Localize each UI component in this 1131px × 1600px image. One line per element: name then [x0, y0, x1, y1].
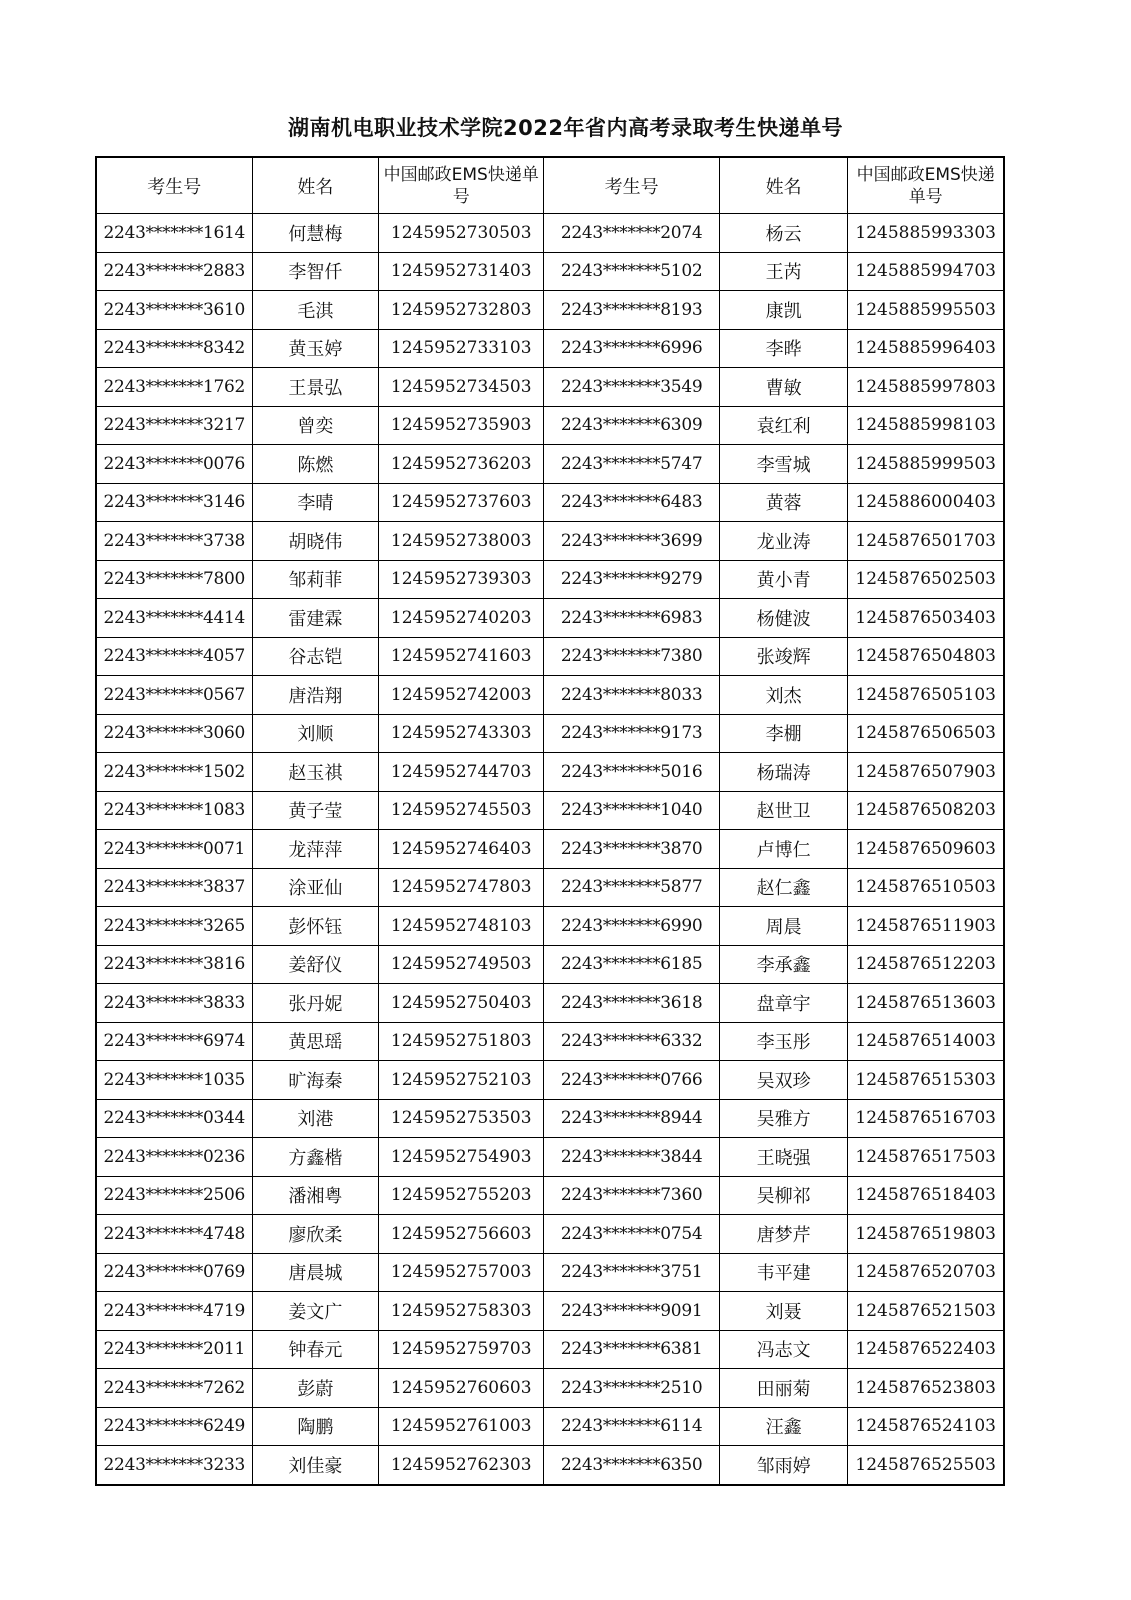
student-id-cell: 2243*******3837	[96, 868, 252, 907]
student-id-cell: 2243*******3549	[544, 368, 719, 407]
name-cell: 涂亚仙	[252, 868, 379, 907]
name-cell: 康凯	[719, 291, 848, 330]
ems-number-cell: 1245876505103	[848, 676, 1004, 715]
table-row	[96, 907, 1004, 946]
table-row	[96, 791, 1004, 830]
student-id-cell: 2243*******6185	[544, 945, 719, 984]
ems-number-cell: 1245876522403	[848, 1330, 1004, 1369]
student-id-cell: 2243*******3217	[96, 406, 252, 445]
name-cell: 冯志文	[719, 1330, 848, 1369]
student-id-cell: 2243*******1502	[96, 753, 252, 792]
ems-number-cell: 1245886000403	[848, 483, 1004, 522]
student-id-cell: 2243*******8944	[544, 1099, 719, 1138]
name-cell: 卢博仁	[719, 830, 848, 869]
student-id-cell: 2243*******2506	[96, 1176, 252, 1215]
name-cell: 姜舒仪	[252, 945, 379, 984]
name-cell: 方鑫楷	[252, 1138, 379, 1177]
student-id-cell: 2243*******4057	[96, 637, 252, 676]
student-id-cell: 2243*******0766	[544, 1061, 719, 1100]
name-cell: 黄子莹	[252, 791, 379, 830]
table-row	[96, 1176, 1004, 1215]
ems-number-cell: 1245876523803	[848, 1369, 1004, 1408]
student-id-cell: 2243*******5747	[544, 445, 719, 484]
student-id-cell: 2243*******2011	[96, 1330, 252, 1369]
table-body	[96, 214, 1004, 1485]
table-row	[96, 522, 1004, 561]
student-id-cell: 2243*******0236	[96, 1138, 252, 1177]
table-row	[96, 830, 1004, 869]
ems-number-cell: 1245952749503	[379, 945, 544, 984]
ems-number-cell: 1245952735903	[379, 406, 544, 445]
student-id-cell: 2243*******8033	[544, 676, 719, 715]
student-id-cell: 2243*******5016	[544, 753, 719, 792]
ems-number-cell: 1245952761003	[379, 1407, 544, 1446]
table-row	[96, 753, 1004, 792]
name-cell: 谷志铠	[252, 637, 379, 676]
student-id-cell: 2243*******2074	[544, 214, 719, 253]
ems-number-cell: 1245952732803	[379, 291, 544, 330]
name-cell: 陶鹏	[252, 1407, 379, 1446]
student-id-cell: 2243*******6332	[544, 1022, 719, 1061]
ems-number-cell: 1245876517503	[848, 1138, 1004, 1177]
student-id-cell: 2243*******3751	[544, 1253, 719, 1292]
ems-number-cell: 1245952734503	[379, 368, 544, 407]
name-cell: 赵仁鑫	[719, 868, 848, 907]
name-cell: 刘聂	[719, 1292, 848, 1331]
name-cell: 李玉彤	[719, 1022, 848, 1061]
student-id-cell: 2243*******2883	[96, 252, 252, 291]
name-cell: 周晨	[719, 907, 848, 946]
ems-number-cell: 1245876516703	[848, 1099, 1004, 1138]
name-cell: 李承鑫	[719, 945, 848, 984]
table-row	[96, 599, 1004, 638]
name-cell: 王景弘	[252, 368, 379, 407]
name-cell: 毛淇	[252, 291, 379, 330]
name-cell: 彭怀钰	[252, 907, 379, 946]
ems-number-cell: 1245876518403	[848, 1176, 1004, 1215]
student-id-cell: 2243*******1040	[544, 791, 719, 830]
student-id-cell: 2243*******1083	[96, 791, 252, 830]
name-cell: 黄蓉	[719, 483, 848, 522]
ems-number-cell: 1245885999503	[848, 445, 1004, 484]
ems-number-cell: 1245876506503	[848, 714, 1004, 753]
table-row	[96, 1292, 1004, 1331]
name-cell: 廖欣柔	[252, 1215, 379, 1254]
table-row	[96, 252, 1004, 291]
name-cell: 吴柳祁	[719, 1176, 848, 1215]
ems-number-cell: 1245876511903	[848, 907, 1004, 946]
ems-number-cell: 1245952746403	[379, 830, 544, 869]
ems-number-cell: 1245876503403	[848, 599, 1004, 638]
ems-number-cell: 1245952730503	[379, 214, 544, 253]
ems-number-cell: 1245952739303	[379, 560, 544, 599]
table-row	[96, 984, 1004, 1023]
table-row	[96, 406, 1004, 445]
student-id-cell: 2243*******9279	[544, 560, 719, 599]
ems-number-cell: 1245885998103	[848, 406, 1004, 445]
name-cell: 龙萍萍	[252, 830, 379, 869]
student-id-cell: 2243*******3816	[96, 945, 252, 984]
ems-number-cell: 1245876504803	[848, 637, 1004, 676]
ems-number-cell: 1245952751803	[379, 1022, 544, 1061]
page-title: 湖南机电职业技术学院2022年省内高考录取考生快递单号	[288, 116, 843, 140]
student-id-cell: 2243*******6974	[96, 1022, 252, 1061]
name-cell: 杨云	[719, 214, 848, 253]
student-id-cell: 2243*******8342	[96, 329, 252, 368]
student-id-cell: 2243*******1762	[96, 368, 252, 407]
ems-number-cell: 1245876502503	[848, 560, 1004, 599]
table-row	[96, 445, 1004, 484]
name-cell: 吴雅方	[719, 1099, 848, 1138]
student-id-cell: 2243*******3146	[96, 483, 252, 522]
name-cell: 何慧梅	[252, 214, 379, 253]
name-cell: 陈燃	[252, 445, 379, 484]
student-id-cell: 2243*******3738	[96, 522, 252, 561]
ems-number-cell: 1245952747803	[379, 868, 544, 907]
ems-number-cell: 1245876521503	[848, 1292, 1004, 1331]
ems-number-cell: 1245952758303	[379, 1292, 544, 1331]
student-id-cell: 2243*******4748	[96, 1215, 252, 1254]
column-header-ems-number-2: 中国邮政EMS快递单号	[848, 157, 1004, 214]
header-row	[96, 157, 1004, 214]
student-id-cell: 2243*******1035	[96, 1061, 252, 1100]
ems-number-cell: 1245952752103	[379, 1061, 544, 1100]
student-id-cell: 2243*******3265	[96, 907, 252, 946]
table-row	[96, 637, 1004, 676]
tracking-table	[95, 156, 1005, 1486]
name-cell: 张丹妮	[252, 984, 379, 1023]
student-id-cell: 2243*******0076	[96, 445, 252, 484]
ems-number-cell: 1245952760603	[379, 1369, 544, 1408]
student-id-cell: 2243*******6990	[544, 907, 719, 946]
column-header-student-id-2: 考生号	[544, 157, 719, 214]
name-cell: 杨瑞涛	[719, 753, 848, 792]
name-cell: 曾奕	[252, 406, 379, 445]
table-row	[96, 1330, 1004, 1369]
name-cell: 胡晓伟	[252, 522, 379, 561]
name-cell: 旷海秦	[252, 1061, 379, 1100]
table-row	[96, 329, 1004, 368]
name-cell: 刘港	[252, 1099, 379, 1138]
student-id-cell: 2243*******3610	[96, 291, 252, 330]
table-row	[96, 1099, 1004, 1138]
ems-number-cell: 1245952759703	[379, 1330, 544, 1369]
name-cell: 黄小青	[719, 560, 848, 599]
ems-number-cell: 1245952756603	[379, 1215, 544, 1254]
name-cell: 邹雨婷	[719, 1446, 848, 1485]
ems-number-cell: 1245885993303	[848, 214, 1004, 253]
name-cell: 杨健波	[719, 599, 848, 638]
student-id-cell: 2243*******1614	[96, 214, 252, 253]
name-cell: 姜文广	[252, 1292, 379, 1331]
ems-number-cell: 1245876508203	[848, 791, 1004, 830]
student-id-cell: 2243*******6983	[544, 599, 719, 638]
ems-number-cell: 1245876501703	[848, 522, 1004, 561]
name-cell: 李晔	[719, 329, 848, 368]
ems-number-cell: 1245952755203	[379, 1176, 544, 1215]
student-id-cell: 2243*******6483	[544, 483, 719, 522]
ems-number-cell: 1245876512203	[848, 945, 1004, 984]
ems-number-cell: 1245952754903	[379, 1138, 544, 1177]
name-cell: 李智仟	[252, 252, 379, 291]
table-row	[96, 1369, 1004, 1408]
name-cell: 唐晨城	[252, 1253, 379, 1292]
ems-number-cell: 1245952745503	[379, 791, 544, 830]
table-row	[96, 1215, 1004, 1254]
student-id-cell: 2243*******3233	[96, 1446, 252, 1485]
column-header-student-id: 考生号	[96, 157, 252, 214]
student-id-cell: 2243*******6309	[544, 406, 719, 445]
student-id-cell: 2243*******3844	[544, 1138, 719, 1177]
name-cell: 韦平建	[719, 1253, 848, 1292]
student-id-cell: 2243*******9091	[544, 1292, 719, 1331]
ems-number-cell: 1245952737603	[379, 483, 544, 522]
table-row	[96, 1022, 1004, 1061]
ems-number-cell: 1245952750403	[379, 984, 544, 1023]
ems-number-cell: 1245885995503	[848, 291, 1004, 330]
ems-number-cell: 1245952731403	[379, 252, 544, 291]
table-row	[96, 1138, 1004, 1177]
table-row	[96, 560, 1004, 599]
table-row	[96, 368, 1004, 407]
ems-number-cell: 1245952741603	[379, 637, 544, 676]
student-id-cell: 2243*******3870	[544, 830, 719, 869]
name-cell: 田丽菊	[719, 1369, 848, 1408]
table-row	[96, 714, 1004, 753]
name-cell: 彭蔚	[252, 1369, 379, 1408]
name-cell: 吴双珍	[719, 1061, 848, 1100]
name-cell: 盘章宇	[719, 984, 848, 1023]
ems-number-cell: 1245952742003	[379, 676, 544, 715]
name-cell: 李棚	[719, 714, 848, 753]
table-row	[96, 868, 1004, 907]
name-cell: 赵玉祺	[252, 753, 379, 792]
ems-number-cell: 1245952743303	[379, 714, 544, 753]
student-id-cell: 2243*******4719	[96, 1292, 252, 1331]
name-cell: 邹莉菲	[252, 560, 379, 599]
table-row	[96, 1446, 1004, 1485]
name-cell: 黄玉婷	[252, 329, 379, 368]
name-cell: 刘佳豪	[252, 1446, 379, 1485]
name-cell: 唐浩翔	[252, 676, 379, 715]
name-cell: 潘湘粤	[252, 1176, 379, 1215]
name-cell: 唐梦芹	[719, 1215, 848, 1254]
student-id-cell: 2243*******4414	[96, 599, 252, 638]
ems-number-cell: 1245952753503	[379, 1099, 544, 1138]
ems-number-cell: 1245876515303	[848, 1061, 1004, 1100]
table-row	[96, 1407, 1004, 1446]
student-id-cell: 2243*******0754	[544, 1215, 719, 1254]
table-row	[96, 1253, 1004, 1292]
table-row	[96, 291, 1004, 330]
table-row	[96, 945, 1004, 984]
student-id-cell: 2243*******6350	[544, 1446, 719, 1485]
name-cell: 李雪城	[719, 445, 848, 484]
ems-number-cell: 1245876509603	[848, 830, 1004, 869]
student-id-cell: 2243*******6996	[544, 329, 719, 368]
name-cell: 龙业涛	[719, 522, 848, 561]
ems-number-cell: 1245885994703	[848, 252, 1004, 291]
table-row	[96, 676, 1004, 715]
student-id-cell: 2243*******5102	[544, 252, 719, 291]
table-row	[96, 214, 1004, 253]
ems-number-cell: 1245952744703	[379, 753, 544, 792]
student-id-cell: 2243*******3060	[96, 714, 252, 753]
ems-number-cell: 1245885996403	[848, 329, 1004, 368]
ems-number-cell: 1245952738003	[379, 522, 544, 561]
student-id-cell: 2243*******0769	[96, 1253, 252, 1292]
student-id-cell: 2243*******5877	[544, 868, 719, 907]
student-id-cell: 2243*******7380	[544, 637, 719, 676]
ems-number-cell: 1245876520703	[848, 1253, 1004, 1292]
student-id-cell: 2243*******2510	[544, 1369, 719, 1408]
student-id-cell: 2243*******0567	[96, 676, 252, 715]
student-id-cell: 2243*******7800	[96, 560, 252, 599]
name-cell: 袁红利	[719, 406, 848, 445]
name-cell: 钟春元	[252, 1330, 379, 1369]
name-cell: 赵世卫	[719, 791, 848, 830]
column-header-ems-number: 中国邮政EMS快递单号	[379, 157, 544, 214]
name-cell: 李晴	[252, 483, 379, 522]
column-header-name: 姓名	[252, 157, 379, 214]
ems-number-cell: 1245876525503	[848, 1446, 1004, 1485]
table-row	[96, 1061, 1004, 1100]
ems-number-cell: 1245952740203	[379, 599, 544, 638]
student-id-cell: 2243*******7262	[96, 1369, 252, 1408]
name-cell: 曹敏	[719, 368, 848, 407]
name-cell: 张竣辉	[719, 637, 848, 676]
ems-number-cell: 1245876510503	[848, 868, 1004, 907]
student-id-cell: 2243*******0344	[96, 1099, 252, 1138]
student-id-cell: 2243*******9173	[544, 714, 719, 753]
ems-number-cell: 1245952757003	[379, 1253, 544, 1292]
ems-number-cell: 1245876519803	[848, 1215, 1004, 1254]
student-id-cell: 2243*******7360	[544, 1176, 719, 1215]
ems-number-cell: 1245952736203	[379, 445, 544, 484]
student-id-cell: 2243*******0071	[96, 830, 252, 869]
ems-number-cell: 1245952748103	[379, 907, 544, 946]
name-cell: 刘顺	[252, 714, 379, 753]
name-cell: 雷建霖	[252, 599, 379, 638]
ems-number-cell: 1245876507903	[848, 753, 1004, 792]
ems-number-cell: 1245876524103	[848, 1407, 1004, 1446]
name-cell: 王芮	[719, 252, 848, 291]
ems-number-cell: 1245885997803	[848, 368, 1004, 407]
student-id-cell: 2243*******8193	[544, 291, 719, 330]
student-id-cell: 2243*******6381	[544, 1330, 719, 1369]
student-id-cell: 2243*******6114	[544, 1407, 719, 1446]
column-header-name-2: 姓名	[719, 157, 848, 214]
ems-number-cell: 1245952733103	[379, 329, 544, 368]
student-id-cell: 2243*******3618	[544, 984, 719, 1023]
name-cell: 汪鑫	[719, 1407, 848, 1446]
name-cell: 黄思瑶	[252, 1022, 379, 1061]
name-cell: 王晓强	[719, 1138, 848, 1177]
table-row	[96, 483, 1004, 522]
name-cell: 刘杰	[719, 676, 848, 715]
student-id-cell: 2243*******6249	[96, 1407, 252, 1446]
ems-number-cell: 1245876513603	[848, 984, 1004, 1023]
student-id-cell: 2243*******3833	[96, 984, 252, 1023]
ems-number-cell: 1245876514003	[848, 1022, 1004, 1061]
ems-number-cell: 1245952762303	[379, 1446, 544, 1485]
student-id-cell: 2243*******3699	[544, 522, 719, 561]
